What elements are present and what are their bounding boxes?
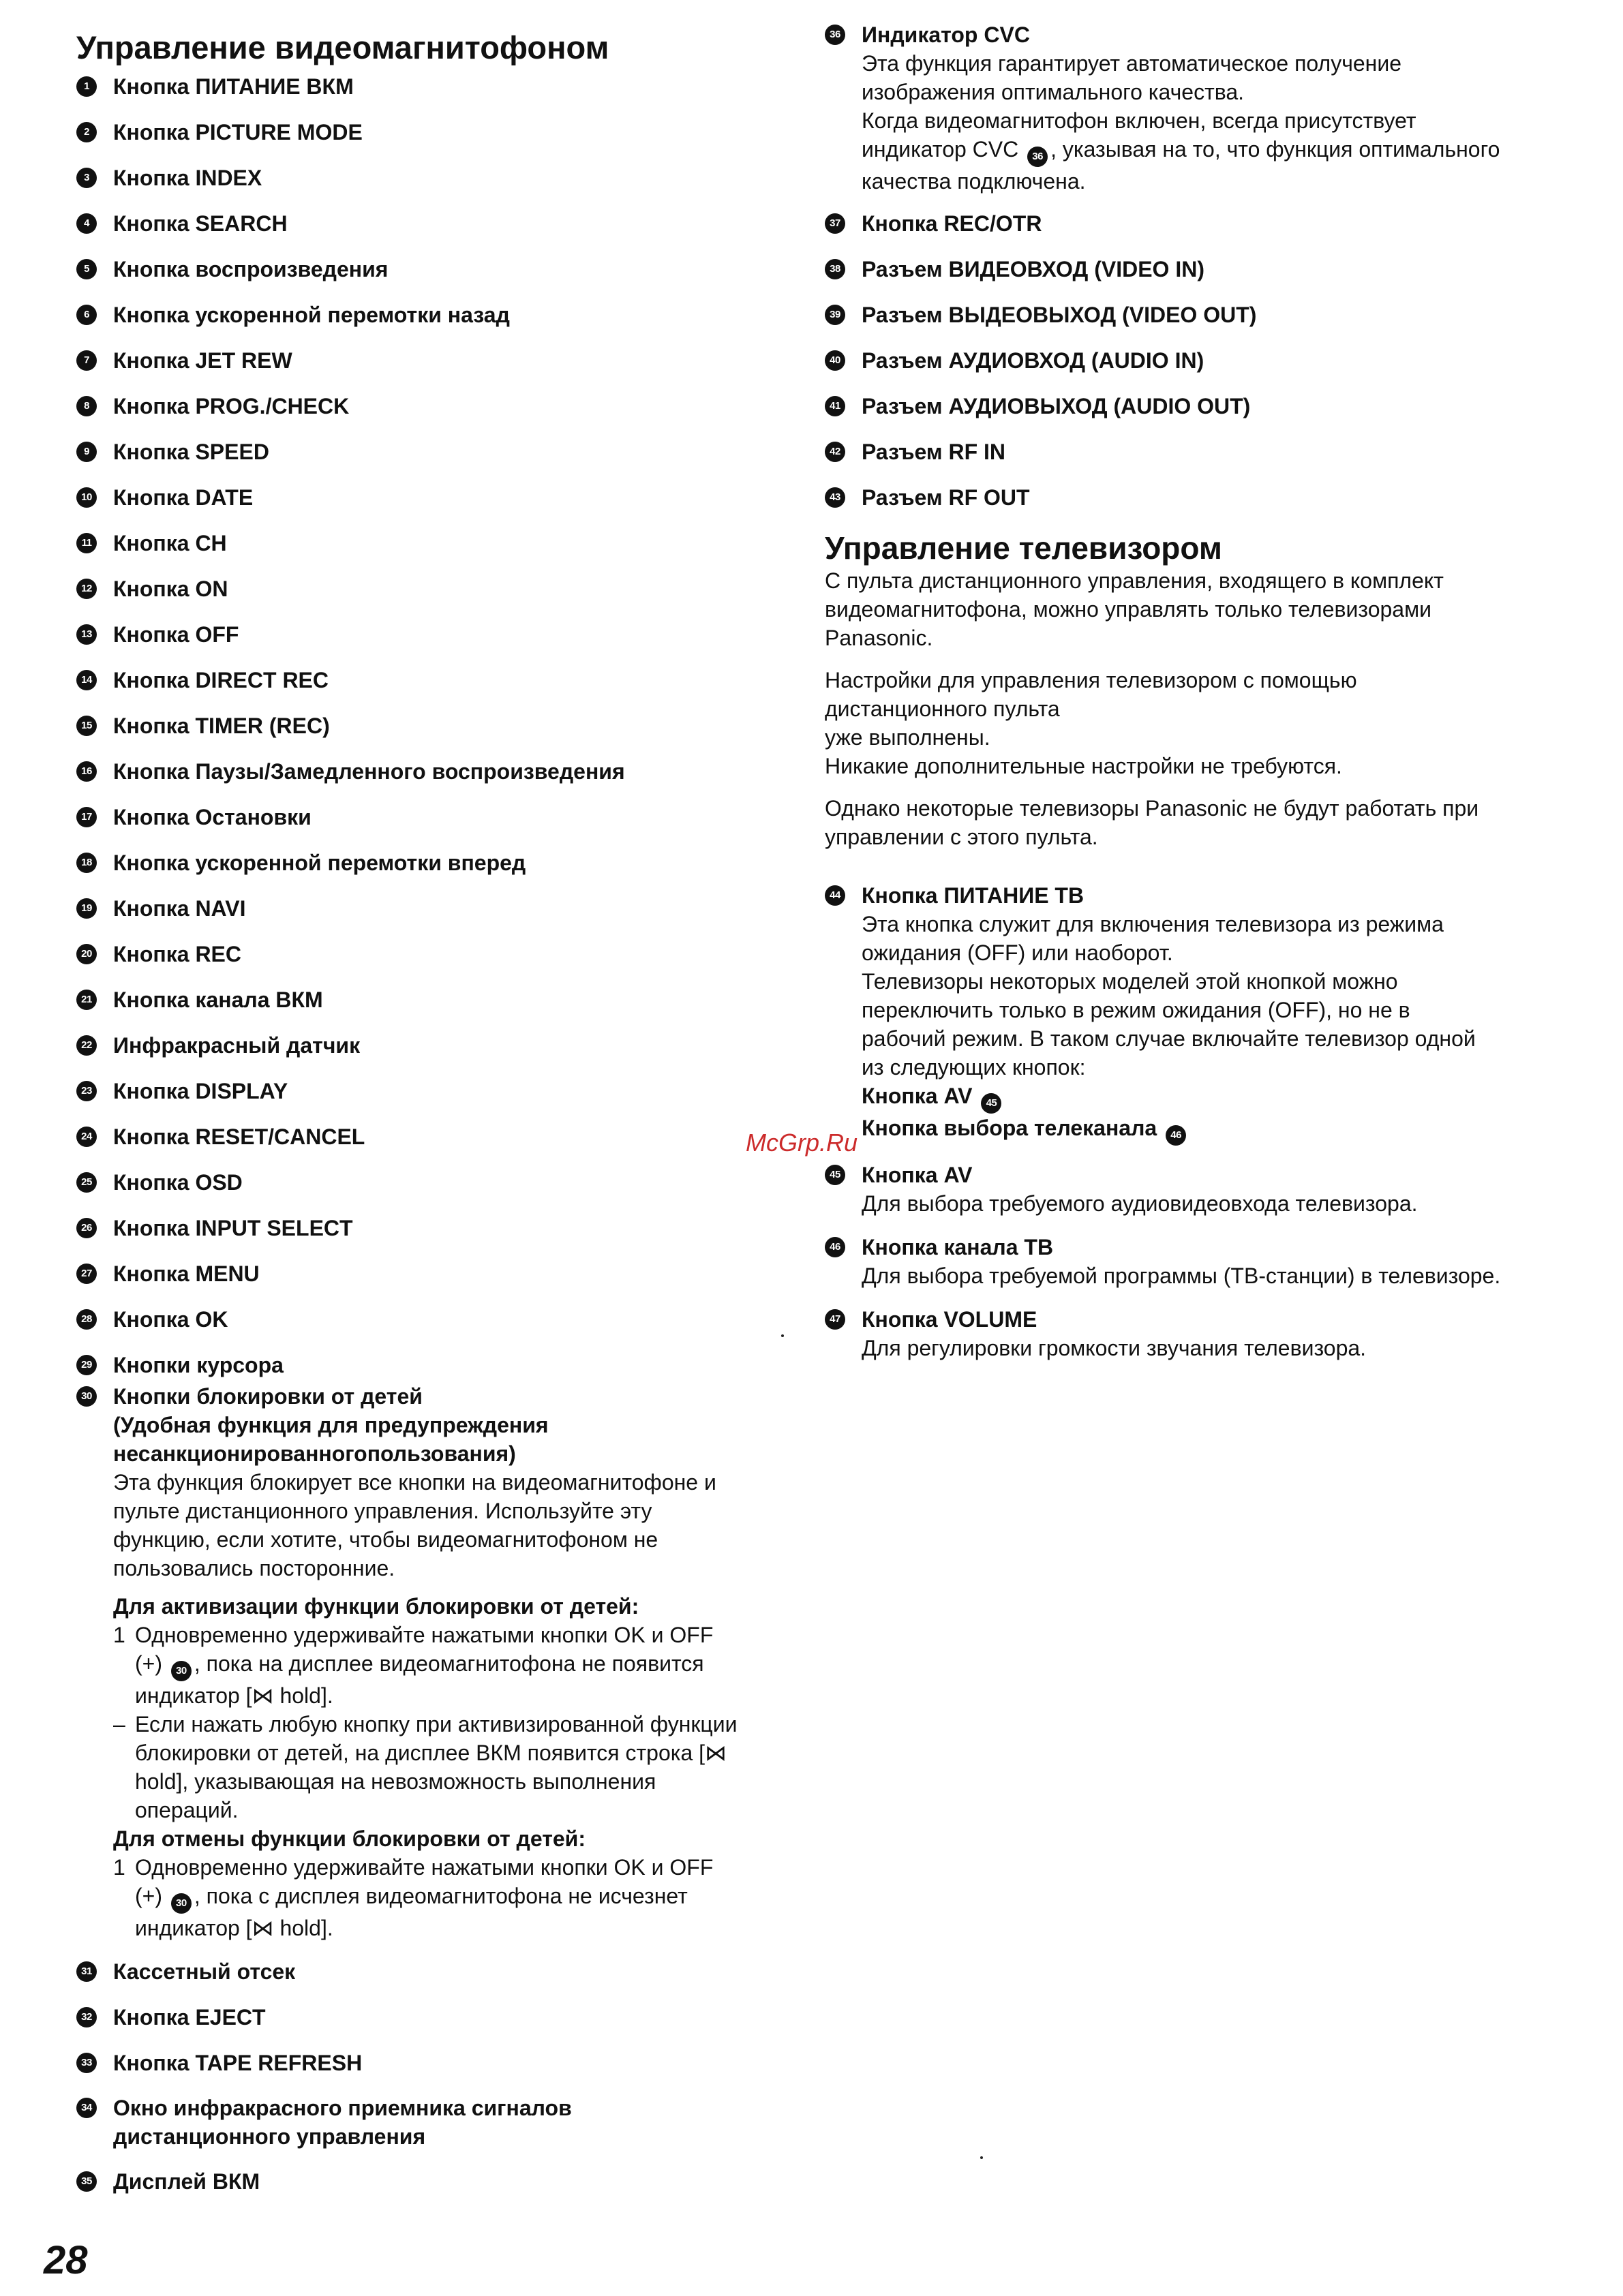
number-badge: 6	[76, 305, 97, 325]
list-item-28	[76, 1305, 792, 1334]
watermark: McGrp.Ru	[746, 1129, 858, 1157]
item-36-line-1: Эта функция гарантирует автоматическое получение	[862, 51, 1401, 76]
list-item-11	[76, 529, 792, 557]
item-label: Кнопка RESET/CANCEL	[113, 1124, 365, 1149]
item-label: Кнопка воспроизведения	[113, 257, 389, 281]
activate-step-line-1: Одновременно удерживайте нажатыми кнопки OK и OFF	[135, 1623, 714, 1647]
number-badge: 16	[76, 761, 97, 782]
list-item-31	[76, 1957, 792, 1986]
item-36-label: Индикатор CVC	[862, 22, 1030, 47]
number-badge: 19	[76, 898, 97, 919]
item-label: Кнопка SEARCH	[113, 211, 288, 236]
number-badge: 4	[76, 213, 97, 234]
list-item-7	[76, 346, 792, 375]
item-label: Кнопка Остановки	[113, 805, 312, 829]
item-label: Кнопка NAVI	[113, 896, 246, 921]
number-badge: 42	[825, 442, 845, 462]
number-badge: 11	[76, 533, 97, 553]
list-item-32	[76, 2003, 792, 2032]
list-item-43	[825, 483, 1547, 512]
item-45-desc: Для выбора требуемого аудиовидеовхода телевизора.	[862, 1191, 1418, 1216]
activate-step	[113, 1621, 792, 1710]
activate-step-line-3: индикатор [⋈ hold].	[135, 1683, 333, 1708]
item-label: Кнопка REC/OTR	[862, 211, 1042, 236]
item-47-desc: Для регулировки громкости звучания телевизора.	[862, 1336, 1367, 1360]
activate-step-line-2: (+) 30 , пока на дисплее видеомагнитофона не появится	[135, 1649, 792, 1681]
item-label: Инфракрасный датчик	[113, 1033, 361, 1058]
item-label: Кассетный отсек	[113, 1959, 296, 1984]
item-30-desc-1: Эта функция блокирует все кнопки на видеомагнитофоне и	[113, 1470, 716, 1495]
item-label: Кнопка OFF	[113, 622, 239, 647]
list-item-40	[825, 346, 1547, 375]
item-label: Кнопка OSD	[113, 1170, 243, 1195]
number-badge: 28	[76, 1309, 97, 1330]
item-36-line-2: изображения оптимального качества.	[862, 80, 1245, 104]
list-item-24	[76, 1122, 792, 1151]
list-item-27	[76, 1259, 792, 1288]
item-label: Кнопка CH	[113, 531, 227, 555]
list-item-20	[76, 940, 792, 968]
item-label: Кнопка OK	[113, 1307, 228, 1332]
number-badge: 1	[76, 76, 97, 97]
list-item-13	[76, 620, 792, 649]
list-item-29	[76, 1351, 792, 1379]
number-badge: 18	[76, 853, 97, 873]
item-label: Кнопка MENU	[113, 1261, 260, 1286]
item-36-line-4: индикатор CVC 36 , указывая на то, что функция оптимального	[862, 135, 1547, 167]
number-badge: 30	[76, 1386, 97, 1407]
number-badge: 26	[76, 1218, 97, 1238]
number-badge: 14	[76, 670, 97, 690]
item-label: Кнопка INDEX	[113, 166, 262, 190]
item-46-desc: Для выбора требуемой программы (ТВ-станции) в телевизоре.	[862, 1264, 1501, 1288]
number-badge: 44	[825, 885, 845, 906]
item-label: Кнопка TAPE REFRESH	[113, 2051, 363, 2075]
item-30-desc-4: пользовались посторонние.	[113, 1556, 395, 1580]
item-36-line-3: Когда видеомагнитофон включен, всегда присутствует	[862, 108, 1416, 133]
list-item-22	[76, 1031, 792, 1060]
number-badge: 45	[981, 1093, 1001, 1114]
scan-speck	[781, 1334, 784, 1337]
item-label: Кнопка JET REW	[113, 348, 292, 373]
item-30-title-2: (Удобная функция для предупреждения	[113, 1413, 549, 1437]
number-badge: 15	[76, 716, 97, 736]
number-badge: 9	[76, 442, 97, 462]
cancel-step-line-1: Одновременно удерживайте нажатыми кнопки OK и OFF	[135, 1855, 714, 1880]
left-column	[76, 27, 792, 2196]
number-badge: 24	[76, 1127, 97, 1147]
right-column	[825, 20, 1547, 1362]
item-36-line-5: качества подключена.	[862, 169, 1086, 194]
list-item-38	[825, 255, 1547, 284]
item-label: Разъем ВЫДЕОВЫХОД (VIDEO OUT)	[862, 303, 1257, 327]
number-badge: 8	[76, 396, 97, 416]
cancel-step-line-2: (+) 30 , пока с дисплея видеомагнитофона не исчезнет	[135, 1882, 792, 1914]
vcr-control-list-continued	[76, 1957, 792, 2077]
list-item-21	[76, 985, 792, 1014]
number-badge: 3	[76, 168, 97, 188]
item-30-title-3: несанкционированногопользования)	[113, 1441, 516, 1466]
step-number: 1	[113, 1623, 125, 1647]
item-label: Кнопка DISPLAY	[113, 1079, 288, 1103]
item-label: Кнопка Паузы/Замедленного воспроизведения	[113, 759, 625, 784]
number-badge: 5	[76, 259, 97, 279]
list-item-1	[76, 72, 792, 101]
list-item-2	[76, 118, 792, 147]
list-item-42	[825, 438, 1547, 466]
list-item-6	[76, 301, 792, 329]
item-label: Кнопка PICTURE MODE	[113, 120, 363, 144]
item-44-line-2: ожидания (OFF) или наоборот.	[862, 940, 1173, 965]
list-item-34	[76, 2094, 792, 2151]
list-item-17	[76, 803, 792, 831]
item-46-label: Кнопка канала ТВ	[862, 1235, 1054, 1259]
item-label: Кнопка REC	[113, 942, 241, 966]
item-label: Разъем RF IN	[862, 440, 1006, 464]
number-badge: 30	[171, 1893, 192, 1914]
item-44-line-5: рабочий режим. В таком случае включайте телевизор одной	[862, 1026, 1476, 1051]
list-item-37	[825, 209, 1547, 238]
item-44-line-4: переключить только в режим ожидания (OFF), но не в	[862, 998, 1410, 1022]
item-44-line-3: Телевизоры некоторых моделей этой кнопкой можно	[862, 969, 1398, 994]
number-badge: 41	[825, 396, 845, 416]
list-item-44	[825, 881, 1547, 1146]
list-item-30	[76, 1382, 792, 1942]
number-badge: 21	[76, 990, 97, 1010]
list-item-19	[76, 894, 792, 923]
item-45-label: Кнопка AV	[862, 1163, 973, 1187]
number-badge: 46	[1166, 1125, 1186, 1146]
page-number: 28	[44, 2238, 88, 2282]
number-badge: 2	[76, 122, 97, 142]
number-badge: 36	[825, 25, 845, 45]
tv-paragraph-1: С пульта дистанционного управления, входящего в комплект видеомагнитофона, можно управлять только телевизорами Panasonic.	[825, 568, 1444, 650]
note-line-1: Если нажать любую кнопку при активизированной функции	[135, 1712, 738, 1736]
item-label: Кнопка ускоренной перемотки назад	[113, 303, 510, 327]
note-dash: –	[113, 1712, 125, 1736]
item-label: Кнопка INPUT SELECT	[113, 1216, 353, 1240]
item-label: Кнопка канала ВКМ	[113, 988, 323, 1012]
number-badge: 36	[1027, 147, 1048, 167]
number-badge: 31	[76, 1961, 97, 1982]
item-34-line-2: дистанционного управления	[113, 2124, 426, 2149]
list-item-3	[76, 164, 792, 192]
note-line-2: блокировки от детей, на дисплее ВКМ появится строка [⋈	[135, 1741, 727, 1765]
list-item-26	[76, 1214, 792, 1242]
list-item-25	[76, 1168, 792, 1197]
list-item-9	[76, 438, 792, 466]
number-badge: 17	[76, 807, 97, 827]
item-label: Кнопка SPEED	[113, 440, 269, 464]
vcr-control-list	[76, 72, 792, 1379]
number-badge: 13	[76, 624, 97, 645]
number-badge: 32	[76, 2007, 97, 2027]
tv-paragraph-2: Настройки для управления телевизором с помощью дистанционного пульта уже выполнены. Никакие дополнительные настройки не требуются.	[825, 668, 1357, 778]
item-label: Дисплей ВКМ	[113, 2169, 260, 2194]
activate-heading: Для активизации функции блокировки от детей:	[113, 1594, 639, 1619]
number-badge: 35	[76, 2171, 97, 2192]
number-badge: 40	[825, 350, 845, 371]
list-item-12	[76, 575, 792, 603]
item-44-sub-1: Кнопка AV 45	[862, 1082, 1547, 1114]
list-item-41	[825, 392, 1547, 420]
section-title-tv: Управление телевизором	[825, 530, 1222, 566]
list-item-35	[76, 2167, 792, 2196]
number-badge: 47	[825, 1309, 845, 1330]
list-item-39	[825, 301, 1547, 329]
list-item-8	[76, 392, 792, 420]
number-badge: 30	[171, 1661, 192, 1681]
list-item-16	[76, 757, 792, 786]
number-badge: 12	[76, 579, 97, 599]
item-label: Кнопка ускоренной перемотки вперед	[113, 851, 526, 875]
number-badge: 7	[76, 350, 97, 371]
list-item-33	[76, 2049, 792, 2077]
connector-list	[825, 209, 1547, 512]
item-label: Разъем АУДИОВХОД (AUDIO IN)	[862, 348, 1204, 373]
note-line-4: операций.	[135, 1798, 239, 1822]
number-badge: 10	[76, 487, 97, 508]
item-label: Кнопки курсора	[113, 1353, 284, 1377]
item-label: Кнопка ON	[113, 577, 228, 601]
cancel-step-line-3: индикатор [⋈ hold].	[135, 1916, 333, 1940]
list-item-23	[76, 1077, 792, 1105]
list-item-45	[825, 1161, 1547, 1218]
item-30-body	[113, 1382, 792, 1942]
number-badge: 43	[825, 487, 845, 508]
item-label: Кнопка ПИТАНИЕ ВКМ	[113, 74, 354, 99]
item-label: Кнопка DIRECT REC	[113, 668, 329, 692]
item-label: Кнопка TIMER (REC)	[113, 714, 330, 738]
item-label: Разъем АУДИОВЫХОД (AUDIO OUT)	[862, 394, 1251, 418]
number-badge: 37	[825, 213, 845, 234]
item-44-sub-2: Кнопка выбора телеканала 46	[862, 1114, 1547, 1146]
note-step	[113, 1710, 792, 1824]
number-badge: 38	[825, 259, 845, 279]
item-44-label: Кнопка ПИТАНИЕ ТВ	[862, 883, 1084, 908]
number-badge: 46	[825, 1237, 845, 1257]
number-badge: 29	[76, 1355, 97, 1375]
number-badge: 22	[76, 1035, 97, 1056]
number-badge: 27	[76, 1264, 97, 1284]
list-item-15	[76, 711, 792, 740]
item-label: Разъем ВИДЕОВХОД (VIDEO IN)	[862, 257, 1204, 281]
list-item-4	[76, 209, 792, 238]
tv-paragraph-3: Однако некоторые телевизоры Panasonic не будут работать при управлении с этого пульта.	[825, 796, 1479, 849]
scan-speck	[980, 2156, 983, 2159]
cancel-heading: Для отмены функции блокировки от детей:	[113, 1826, 586, 1851]
list-item-10	[76, 483, 792, 512]
list-item-47	[825, 1305, 1547, 1362]
list-item-46	[825, 1233, 1547, 1290]
item-label: Разъем RF OUT	[862, 485, 1030, 510]
list-item-14	[76, 666, 792, 694]
number-badge: 33	[76, 2053, 97, 2073]
item-label: Кнопка EJECT	[113, 2005, 266, 2030]
item-30-title-1: Кнопки блокировки от детей	[113, 1384, 423, 1409]
section-title-vcr: Управление видеомагнитофоном	[76, 29, 609, 65]
item-label: Кнопка DATE	[113, 485, 254, 510]
item-47-label: Кнопка VOLUME	[862, 1307, 1037, 1332]
list-item-5	[76, 255, 792, 284]
number-badge: 39	[825, 305, 845, 325]
cancel-step	[113, 1853, 792, 1942]
list-item-18	[76, 848, 792, 877]
step-number: 1	[113, 1855, 125, 1880]
item-30-desc-3: функцию, если хотите, чтобы видеомагнитофоном не	[113, 1527, 658, 1552]
item-34-line-1: Окно инфракрасного приемника сигналов	[113, 2096, 572, 2120]
number-badge: 45	[825, 1165, 845, 1185]
item-44-line-6: из следующих кнопок:	[862, 1055, 1086, 1080]
item-44-line-1: Эта кнопка служит для включения телевизора из режима	[862, 912, 1444, 936]
note-line-3: hold], указывающая на невозможность выполнения	[135, 1769, 656, 1794]
list-item-36	[825, 20, 1547, 196]
item-30-desc-2: пульте дистанционного управления. Используйте эту	[113, 1499, 652, 1523]
number-badge: 23	[76, 1081, 97, 1101]
number-badge: 25	[76, 1172, 97, 1193]
number-badge: 34	[76, 2098, 97, 2118]
item-label: Кнопка PROG./CHECK	[113, 394, 350, 418]
number-badge: 20	[76, 944, 97, 964]
